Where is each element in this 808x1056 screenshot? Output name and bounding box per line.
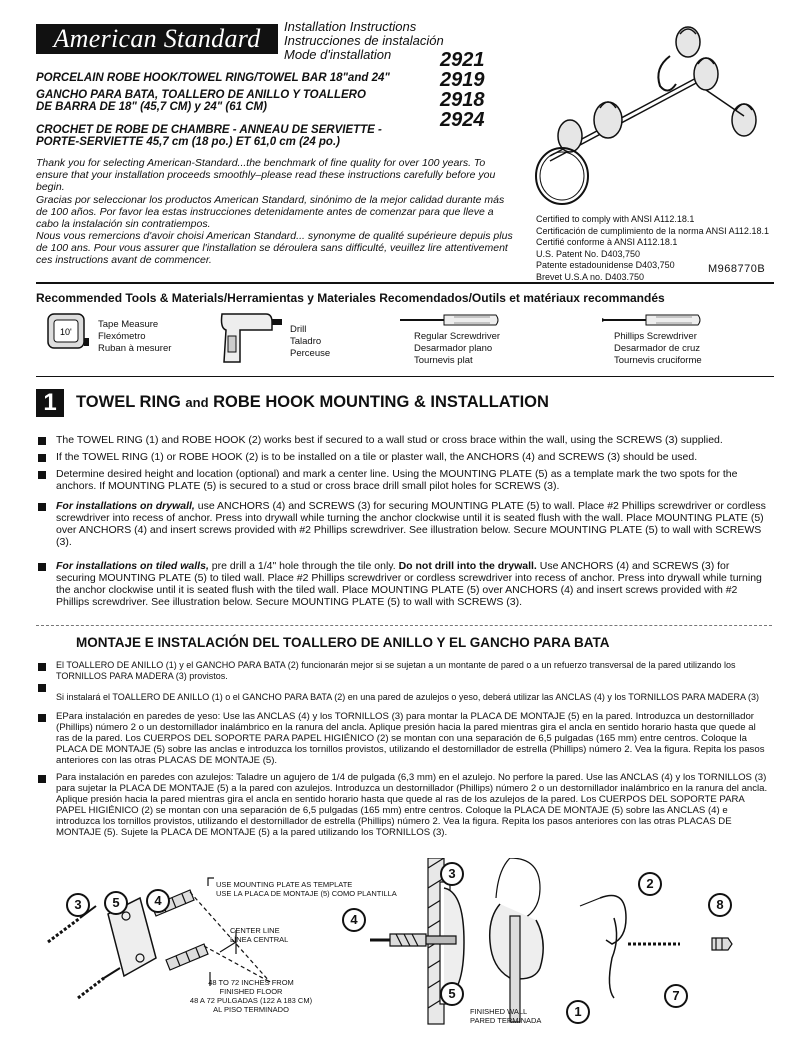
install-title-fr: Mode d'installation (284, 47, 392, 62)
callout-5: 5 (104, 891, 128, 915)
center-line-label-es: LÍNEA CENTRAL (230, 935, 289, 944)
instruccion-3: EPara instalación en paredes de yeso: Use las ANCLAS (4) y los TORNILLOS (3) para montar la PLACA DE MONTAJE (5) en la pared. Introduzca un destornillador (Phillips) número 2 o un destornillador inalámbrico en la ranura del ancla. Aplique presión hacia la pared mientras gira el ancla en sentido horario hasta que quede al ras de la pared. Los CUERPOS DEL SOPORTE PARA PAPEL HIGIÉNICO (2) se montan con una separación de 6,5 pulgadas (165 mm) entre centros. Coloque la PLACA DE MONTAJE (5) sobre las anclas e introduzca los tornillos provistos, utilizando el destornillador de estrella (Phillips) número 2. Vea la figura. Repita los pasos anteriores con las otras PLACAS DE MONTAJE (5). (56, 711, 765, 766)
model-number: 2918 (440, 89, 485, 111)
instruction-4-text: use ANCHORS (4) and SCREWS (3) for securing MOUNTING PLATE (5) to wall. Place #2 Phillips screwdriver or cordless screwdriver into recess of anchor. Press into drywall while turning the anchor clockwise until it is seated flush with the wall. Place MOUNTING PLATE (5) over ANCHORS (4) and insert screws provided with #2 Phillips screwdriver. See illustration below. Secure MOUNTING PLATE (5) to wall with SCREWS (3). (56, 500, 766, 548)
callout-3: 3 (66, 893, 90, 917)
instruction-5 (56, 560, 770, 608)
tool-label-en: Regular Screwdriver (414, 331, 501, 342)
instruccion-2: Si instalará el TOALLERO DE ANILLO (1) o el GANCHO PARA BATA (2) en una pared de azulejos o yeso, deberá utilizar las ANCLAS (4) y los TORNILLOS PARA MADERA (3) (56, 692, 759, 702)
cert-line: Certifié conforme à ANSI A112.18.1 (536, 237, 678, 247)
height-label-es-1: 48 A 72 PULGADAS (122 A 183 CM) (189, 996, 313, 1005)
thanks-fr: Nous vous remercions d'avoir choisi American Standard... synonyme de qualité supérieure depuis plus de 100 ans. Pour vous assurer que l'installation se déroulera sans difficulté, veuillez lire attentivement ces instructions avant de commencer. (36, 230, 513, 266)
step-title-part2: ROBE HOOK MOUNTING & INSTALLATION (213, 393, 549, 411)
callout-1: 1 (566, 1000, 590, 1024)
cert-line: Patente estadounidense D403,750 (536, 260, 675, 270)
template-label-en: USE MOUNTING PLATE AS TEMPLATE (216, 880, 353, 889)
tool-label-en: Phillips Screwdriver (614, 331, 697, 342)
template-label (216, 880, 397, 898)
product-illustration (530, 24, 776, 210)
model-number: 2919 (440, 69, 485, 91)
tape-measure-label (98, 319, 171, 355)
height-label-en-1: 48 TO 72 INCHES FROM (208, 978, 294, 987)
tool-label-fr: Ruban à mesurer (98, 343, 172, 354)
step-number: 1 (36, 389, 64, 417)
bullet-icon (38, 503, 46, 511)
thanks-en: Thank you for selecting American-Standard...the benchmark of fine quality for over 100 years. To ensure that your installation proceeds smoothly–please read these instructions carefully before you begin. (36, 157, 496, 193)
tool-label-fr: Tournevis cruciforme (614, 355, 702, 366)
product-name-en: PORCELAIN ROBE HOOK/TOWEL RING/TOWEL BAR 18"and 24" (36, 72, 390, 84)
drill-icon (214, 308, 284, 366)
cert-line: U.S. Patent No. D403,750 (536, 248, 641, 259)
height-label-en-2: FINISHED FLOOR (219, 987, 283, 996)
instruction-3: Determine desired height and location (optional) and mark a center line. Using the MOUNTING PLATE (5) as a template mark the two spots for the anchors. If MOUNTING PLATE (5) is secured to a stud or cross brace drill small pilot holes for SCREWS (3). (56, 468, 738, 492)
step-title (76, 393, 549, 412)
finished-wall-label-es: PARED TERMINADA (470, 1016, 542, 1025)
callout-7: 7 (664, 984, 688, 1008)
model-numbers (440, 50, 485, 130)
instruction-5-warning: Do not drill into the drywall. (398, 560, 537, 572)
regular-screwdriver-label (414, 331, 500, 367)
tape-measure-icon (46, 312, 90, 352)
bullet-icon (38, 454, 46, 462)
tool-label-en: Tape Measure (98, 319, 159, 330)
step-title-part1: TOWEL RING (76, 393, 181, 411)
bullet-icon (38, 714, 46, 722)
tool-label-es: Flexómetro (98, 331, 146, 342)
finished-wall-label (470, 1007, 541, 1025)
cert-line: Certificación de cumplimiento de la norma ANSI A112.18.1 (536, 225, 769, 236)
center-line-label (230, 926, 288, 944)
height-label (176, 978, 326, 1014)
instruction-2: If the TOWEL RING (1) or ROBE HOOK (2) is to be installed on a tile or plaster wall, the ANCHORS (4) and SCREWS (3) should be used. (56, 451, 698, 463)
divider (36, 376, 774, 377)
cert-line: Certified to comply with ANSI A112.18.1 (536, 214, 695, 224)
template-label-es: USE LA PLACA DE MONTAJE (5) COMO PLANTILLA (216, 889, 397, 898)
callout-3: 3 (440, 862, 464, 886)
tool-label-es: Desarmador de cruz (614, 343, 701, 354)
instruccion-1: El TOALLERO DE ANILLO (1) y el GANCHO PARA BATA (2) funcionarán mejor si se sujetan a un montante de pared o a un refuerzo transversal de la pared utilizando los TORNILLOS PARA MADERA (3) provistos. (56, 660, 736, 681)
model-number: 2924 (440, 109, 485, 131)
divider (36, 282, 774, 284)
callout-8: 8 (708, 893, 732, 917)
tool-label-fr: Tournevis plat (414, 355, 473, 366)
tool-label-es: Taladro (290, 336, 322, 347)
install-title-en: Installation Instructions (284, 19, 417, 34)
bullet-icon (38, 684, 46, 692)
height-label-es-2: AL PISO TERMINADO (213, 1005, 289, 1014)
bullet-icon (38, 775, 46, 783)
bullet-icon (38, 437, 46, 445)
callout-4: 4 (146, 889, 170, 913)
tools-title: Recommended Tools & Materials/Herramientas y Materiales Recomendados/Outils et matériaux recommandés (36, 291, 665, 305)
finished-wall-label-en: FINISHED WALL (470, 1007, 528, 1016)
tape-reading: 10' (60, 327, 72, 337)
regular-screwdriver-icon (398, 312, 502, 328)
dashed-divider (36, 625, 772, 626)
instruction-4 (56, 500, 770, 548)
phillips-screwdriver-label (614, 331, 702, 367)
tool-label-fr: Perceuse (290, 348, 331, 359)
instruction-5-lead: For installations on tiled walls, (56, 560, 209, 572)
american-standard-logo: American Standard (36, 24, 278, 54)
tool-label-es: Desarmador plano (414, 343, 493, 354)
step-title-es: MONTAJE E INSTALACIÓN DEL TOALLERO DE ANILLO Y EL GANCHO PARA BATA (76, 635, 610, 650)
product-name-fr-2: PORTE-SERVIETTE 45,7 cm (18 po.) ET 61,0 cm (24 po.) (36, 136, 340, 148)
bullet-icon (38, 663, 46, 671)
part-number: M968770B (708, 263, 766, 275)
bullet-icon (38, 563, 46, 571)
install-title (284, 20, 444, 62)
thanks-es: Gracias por seleccionar los productos American Standard, sinónimo de la mejor calidad durante más de 100 años. Por favor lea estas instrucciones detenidamente antes de comenzar para que lleve a cabo la instalación sin contratiempos. (36, 194, 505, 230)
install-title-es: Instrucciones de instalación (284, 33, 444, 48)
step-title-and: and (185, 395, 209, 410)
instruction-5-text: Use ANCHORS (4) and SCREWS (3) for securing MOUNTING PLATE (5) to tiled wall. Place #2 Phillips screwdriver or cordless screwdriver into recess of anchor. Press into drywall while turning the anchor clockwise until it is seated flush with the tiled wall. Place MOUNTING PLATE (5) over ANCHORS (4) and insert screws provided with #2 Phillips screwdriver. See illustration below. Secure MOUNTING PLATE (5) to wall with SCREWS (3). (56, 560, 762, 608)
product-name-es-2: DE BARRA DE 18" (45,7 CM) y 24" (61 CM) (36, 101, 267, 113)
instruction-1: The TOWEL RING (1) and ROBE HOOK (2) works best if secured to a wall stud or cross brace within the wall, using the SCREWS (3) supplied. (56, 434, 723, 446)
tool-label-en: Drill (290, 324, 307, 335)
drill-label (290, 324, 330, 360)
phillips-screwdriver-icon (600, 312, 704, 328)
bullet-icon (38, 471, 46, 479)
callout-4: 4 (342, 908, 366, 932)
model-number: 2921 (440, 49, 485, 71)
callout-2: 2 (638, 872, 662, 896)
instruction-4-lead: For installations on drywall, (56, 500, 195, 512)
instruccion-4: Para instalación en paredes con azulejos: Taladre un agujero de 1/4 de pulgada (6,3 mm) en el azulejo. No perfore la pared. Use las ANCLAS (4) y los TORNILLOS (3) para sujetar la PLACA DE MONTAJE (5) a la pared con azulejos. Introduzca un destornillador (Phillips) número 2 o un destornillador inalámbrico en la ranura del ancla. Aplique presión hacia la pared mientras gira el ancla en sentido horario hasta que quede al ras de los azulejos de la pared. Los CUERPOS DEL SOPORTE PARA PAPEL HIGIÉNICO (2) se montan con una separación de 6,5 pulgadas (165 mm) entre centros. Coloque la PLACA DE MONTAJE (5) sobre las ANCLAS (4) e introduzca los tornillos provistos, utilizando el destornillador de estrella (Phillips) número 2. Vea la figura. Repita los pasos anteriores con las otras PLACAS DE MONTAJE (5). Sujete la PLACA DE MONTAJE (5) a la pared utilizando los TORNILLOS (3). (56, 772, 768, 838)
cert-line: Brevet U.S.A no. D403.750 (536, 271, 645, 282)
product-name-es-1: GANCHO PARA BATA, TOALLERO DE ANILLO Y TOALLERO (36, 89, 366, 101)
product-name-fr-1: CROCHET DE ROBE DE CHAMBRE - ANNEAU DE SERVIETTE - (36, 124, 382, 136)
center-line-label-en: CENTER LINE (230, 926, 280, 935)
instruction-5-mid: pre drill a 1/4" hole through the tile only. (208, 560, 399, 572)
callout-5: 5 (440, 982, 464, 1006)
